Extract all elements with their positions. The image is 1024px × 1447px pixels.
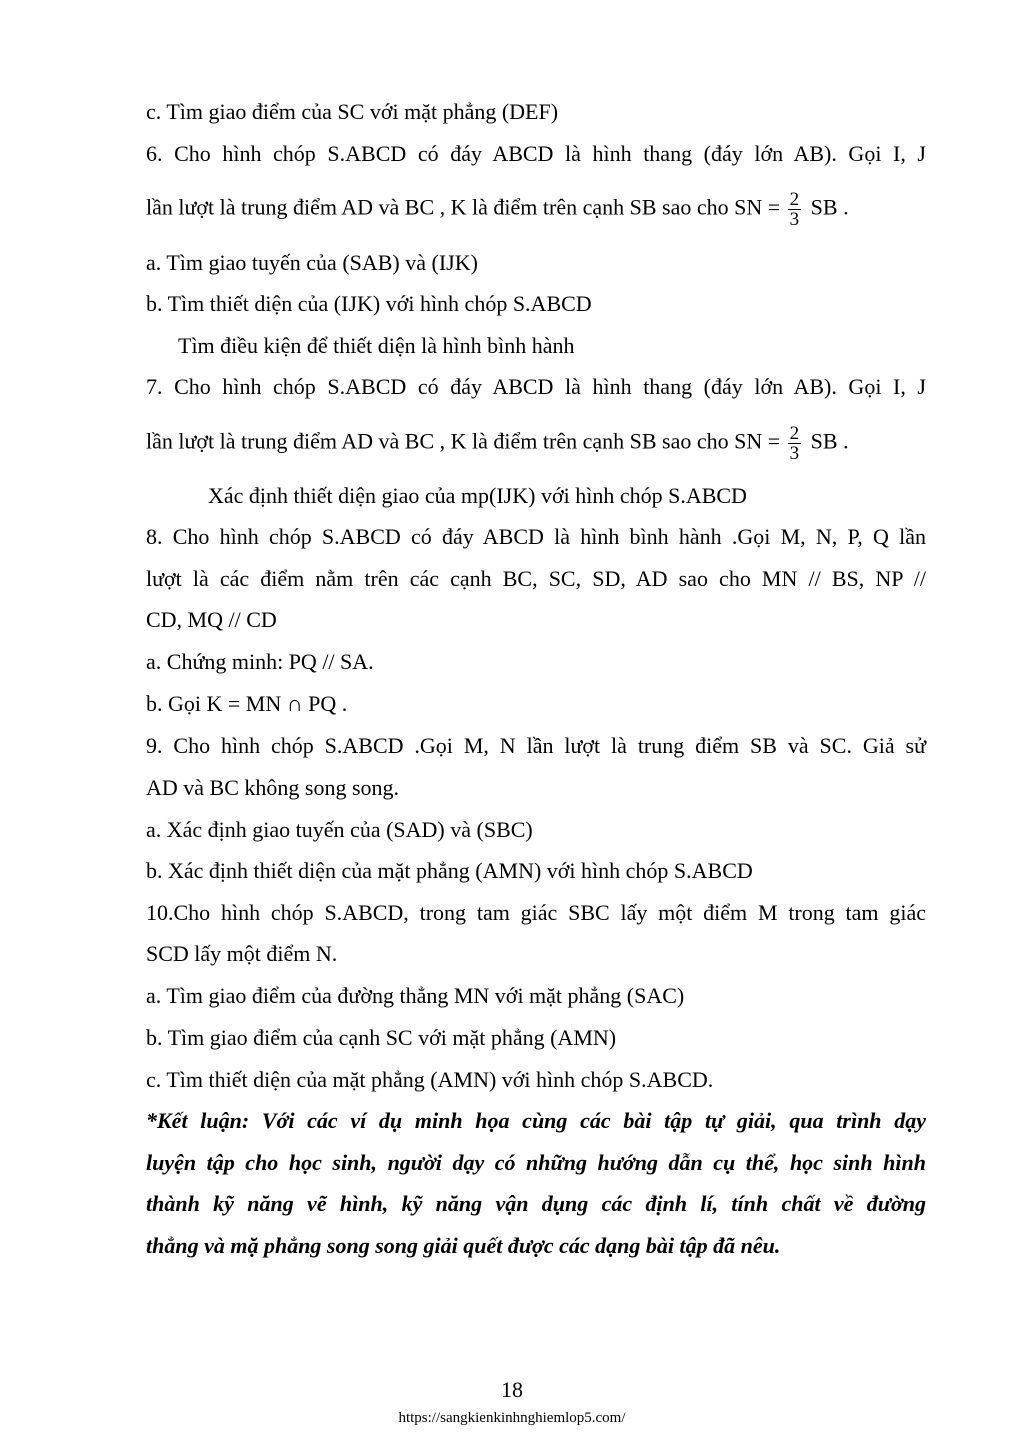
exercise-10-line-2: SCD lấy một điểm N.: [146, 941, 338, 966]
exercise-8b: b. Gọi K = MN ∩ PQ .: [146, 691, 348, 716]
footer-url[interactable]: https://sangkienkinhnghiemlop5.com/: [398, 1410, 626, 1426]
exercise-6-condition-end: SB .: [810, 194, 849, 220]
exercise-9-line-2: AD và BC không song song.: [146, 775, 400, 800]
exercise-10a: a. Tìm giao điểm của đường thẳng MN với mặt phẳng (SAC): [146, 983, 685, 1008]
conclusion-line-3: thành kỹ năng vẽ hình, kỹ năng vận dụng các định lí, tính chất về đường: [146, 1191, 926, 1216]
exercise-10c: c. Tìm thiết diện của mặt phẳng (AMN) với hình chóp S.ABCD.: [146, 1067, 714, 1092]
exercise-8a: a. Chứng minh: PQ // SA.: [146, 649, 374, 674]
exercise-6b: b. Tìm thiết diện của (IJK) với hình chóp S.ABCD: [146, 291, 592, 316]
exercise-9-line-1: 9. Cho hình chóp S.ABCD .Gọi M, N lần lượt là trung điểm SB và SC. Giả sử: [146, 733, 926, 758]
conclusion-line-2: luyện tập cho học sinh, người dạy có những hướng dẫn cụ thể, học sinh hình: [146, 1150, 926, 1175]
fraction-numerator: 2: [789, 189, 800, 210]
exercise-9a: a. Xác định giao tuyến của (SAD) và (SBC): [146, 817, 533, 842]
exercise-5c: c. Tìm giao điểm của SC với mặt phẳng (DEF): [146, 99, 559, 124]
exercise-10-line-1: 10.Cho hình chóp S.ABCD, trong tam giác SBC lấy một điểm M trong tam giác: [146, 900, 926, 925]
fraction-two-thirds: [788, 190, 802, 229]
fraction-denominator: 3: [789, 209, 800, 230]
exercise-7-intro: 7. Cho hình chóp S.ABCD có đáy ABCD là hình thang (đáy lớn AB). Gọi I, J: [146, 374, 926, 399]
fraction-denominator: 3: [789, 443, 800, 464]
exercise-10b: b. Tìm giao điểm của cạnh SC với mặt phẳng (AMN): [146, 1025, 617, 1050]
exercise-7-condition-text: lần lượt là trung điểm AD và BC , K là điểm trên cạnh SB sao cho SN =: [146, 428, 781, 454]
exercise-9b: b. Xác định thiết diện của mặt phẳng (AMN) với hình chóp S.ABCD: [146, 858, 753, 883]
exercise-6-condition-text: lần lượt là trung điểm AD và BC , K là điểm trên cạnh SB sao cho SN =: [146, 194, 781, 220]
conclusion-line-1: *Kết luận: Với các ví dụ minh họa cùng các bài tập tự giải, qua trình dạy: [146, 1108, 926, 1133]
page-number: 18: [501, 1377, 523, 1402]
exercise-7-condition-end: SB .: [810, 428, 849, 454]
exercise-6a: a. Tìm giao tuyến của (SAB) và (IJK): [146, 250, 478, 275]
conclusion-line-4: thẳng và mặ phẳng song song giải quết được các dạng bài tập đã nêu.: [146, 1233, 781, 1258]
exercise-8-line-2: lượt là các điểm nằm trên các cạnh BC, SC, SD, AD sao cho MN // BS, NP //: [146, 566, 926, 591]
fraction-numerator: 2: [789, 423, 800, 444]
exercise-7-condition: [146, 424, 849, 463]
exercise-6-intro: 6. Cho hình chóp S.ABCD có đáy ABCD là hình thang (đáy lớn AB). Gọi I, J: [146, 141, 926, 166]
exercise-7-task: Xác định thiết diện giao của mp(IJK) với hình chóp S.ABCD: [208, 483, 747, 508]
exercise-6-condition: [146, 190, 849, 229]
exercise-8-line-1: 8. Cho hình chóp S.ABCD có đáy ABCD là hình bình hành .Gọi M, N, P, Q lần: [146, 524, 926, 549]
fraction-two-thirds: [788, 424, 802, 463]
exercise-8-line-3: CD, MQ // CD: [146, 607, 277, 632]
exercise-6b-extra: Tìm điều kiện để thiết diện là hình bình hành: [178, 333, 575, 358]
